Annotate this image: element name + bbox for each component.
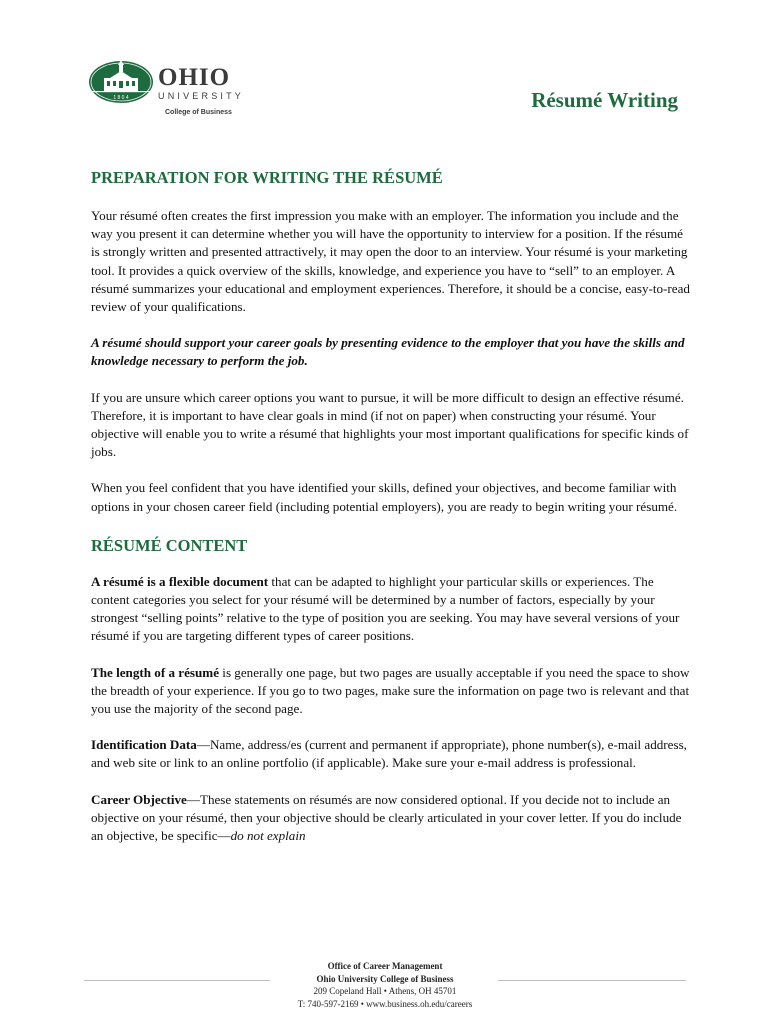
logo-college-text: College of Business xyxy=(165,109,232,116)
length-paragraph xyxy=(91,664,691,719)
logo-ohio-text: OHIO xyxy=(158,64,231,91)
flexible-document-lead: A résumé is a flexible document xyxy=(91,573,269,589)
resume-content-heading: RÉSUMÉ CONTENT xyxy=(91,535,248,555)
flexible-document-text: that can be adapted to highlight your particular skills or experiences. The content categories you select for your résumé will be determined by a number of factors, especially by your strongest “selling points” relative to the type of position you are seeking. You may have several versions of your résumé if you are targeting different types of career positions. xyxy=(91,573,680,644)
svg-text:1 8 0 4: 1 8 0 4 xyxy=(113,95,129,101)
cutler-hall-seal-icon xyxy=(88,60,156,104)
emphasis-paragraph: A résumé should support your career goals by presenting evidence to the employer that you have the skills and knowledge necessary to perform the job. xyxy=(91,335,685,369)
length-lead: The length of a résumé xyxy=(91,664,220,680)
flexible-document-paragraph xyxy=(91,573,691,646)
identification-paragraph xyxy=(91,736,691,772)
career-objective-italic: do not explain xyxy=(230,828,306,844)
career-objective-text: —These statements on résumés are now considered optional. If you decide not to include an objective on your résumé, then your objective should be clearly articulated in your cover letter. If you do include an objective, be specific— xyxy=(91,791,682,844)
confidence-paragraph: When you feel confident that you have identified your skills, defined your objectives, and become familiar with options in your chosen career field (including potential employers), you are ready to begin writing your résumé. xyxy=(91,480,678,514)
footer-contact: T: 740-597-2169 • www.business.oh.edu/careers xyxy=(297,998,473,1009)
identification-text: —Name, address/es (current and permanent if appropriate), phone number(s), e-mail address, and web site or link to an online portfolio (if applicable). Make sure your e-mail address is professional. xyxy=(91,737,687,771)
ohio-university-logo xyxy=(88,60,268,120)
career-objective-paragraph xyxy=(91,791,691,846)
identification-lead: Identification Data xyxy=(91,737,197,753)
footer-college: Ohio University College of Business xyxy=(316,973,454,984)
footer-address: 209 Copeland Hall • Athens, OH 45701 xyxy=(313,986,457,996)
preparation-heading: PREPARATION FOR WRITING THE RÉSUMÉ xyxy=(91,168,443,187)
length-text: is generally one page, but two pages are usually acceptable if you need the space to show the breadth of your experience. If you go to two pages, make sure the information on page two is relevant and that you use the majority of the second page. xyxy=(91,664,690,717)
logo-university-text: UNIVERSITY xyxy=(158,91,245,101)
intro-paragraph: Your résumé often creates the first impression you make with an employer. The information you include and the way you present it can determine whether you will have the opportunity to interview for a position. If the résumé is strongly written and presented attractively, it may open the door to an interview. Your résumé is your marketing tool. It provides a quick overview of the skills, knowledge, and experience you have to “sell” to an employer. A résumé summarizes your educational and employment experiences. Therefore, it should be a concise, easy-to-read review of your qualifications. xyxy=(91,208,690,315)
document-body xyxy=(91,168,691,845)
career-objective-lead: Career Objective xyxy=(91,791,187,807)
page-title: Résumé Writing xyxy=(531,88,678,112)
footer-office: Office of Career Management xyxy=(327,961,443,971)
career-options-paragraph: If you are unsure which career options you want to pursue, it will be more difficult to design an effective résumé. Therefore, it is important to have clear goals in mind (if not on paper) when constructing your résumé. Your objective will enable you to write a résumé that highlights your most important qualifications for specific kinds of jobs. xyxy=(91,389,689,460)
page-footer xyxy=(0,960,770,1010)
